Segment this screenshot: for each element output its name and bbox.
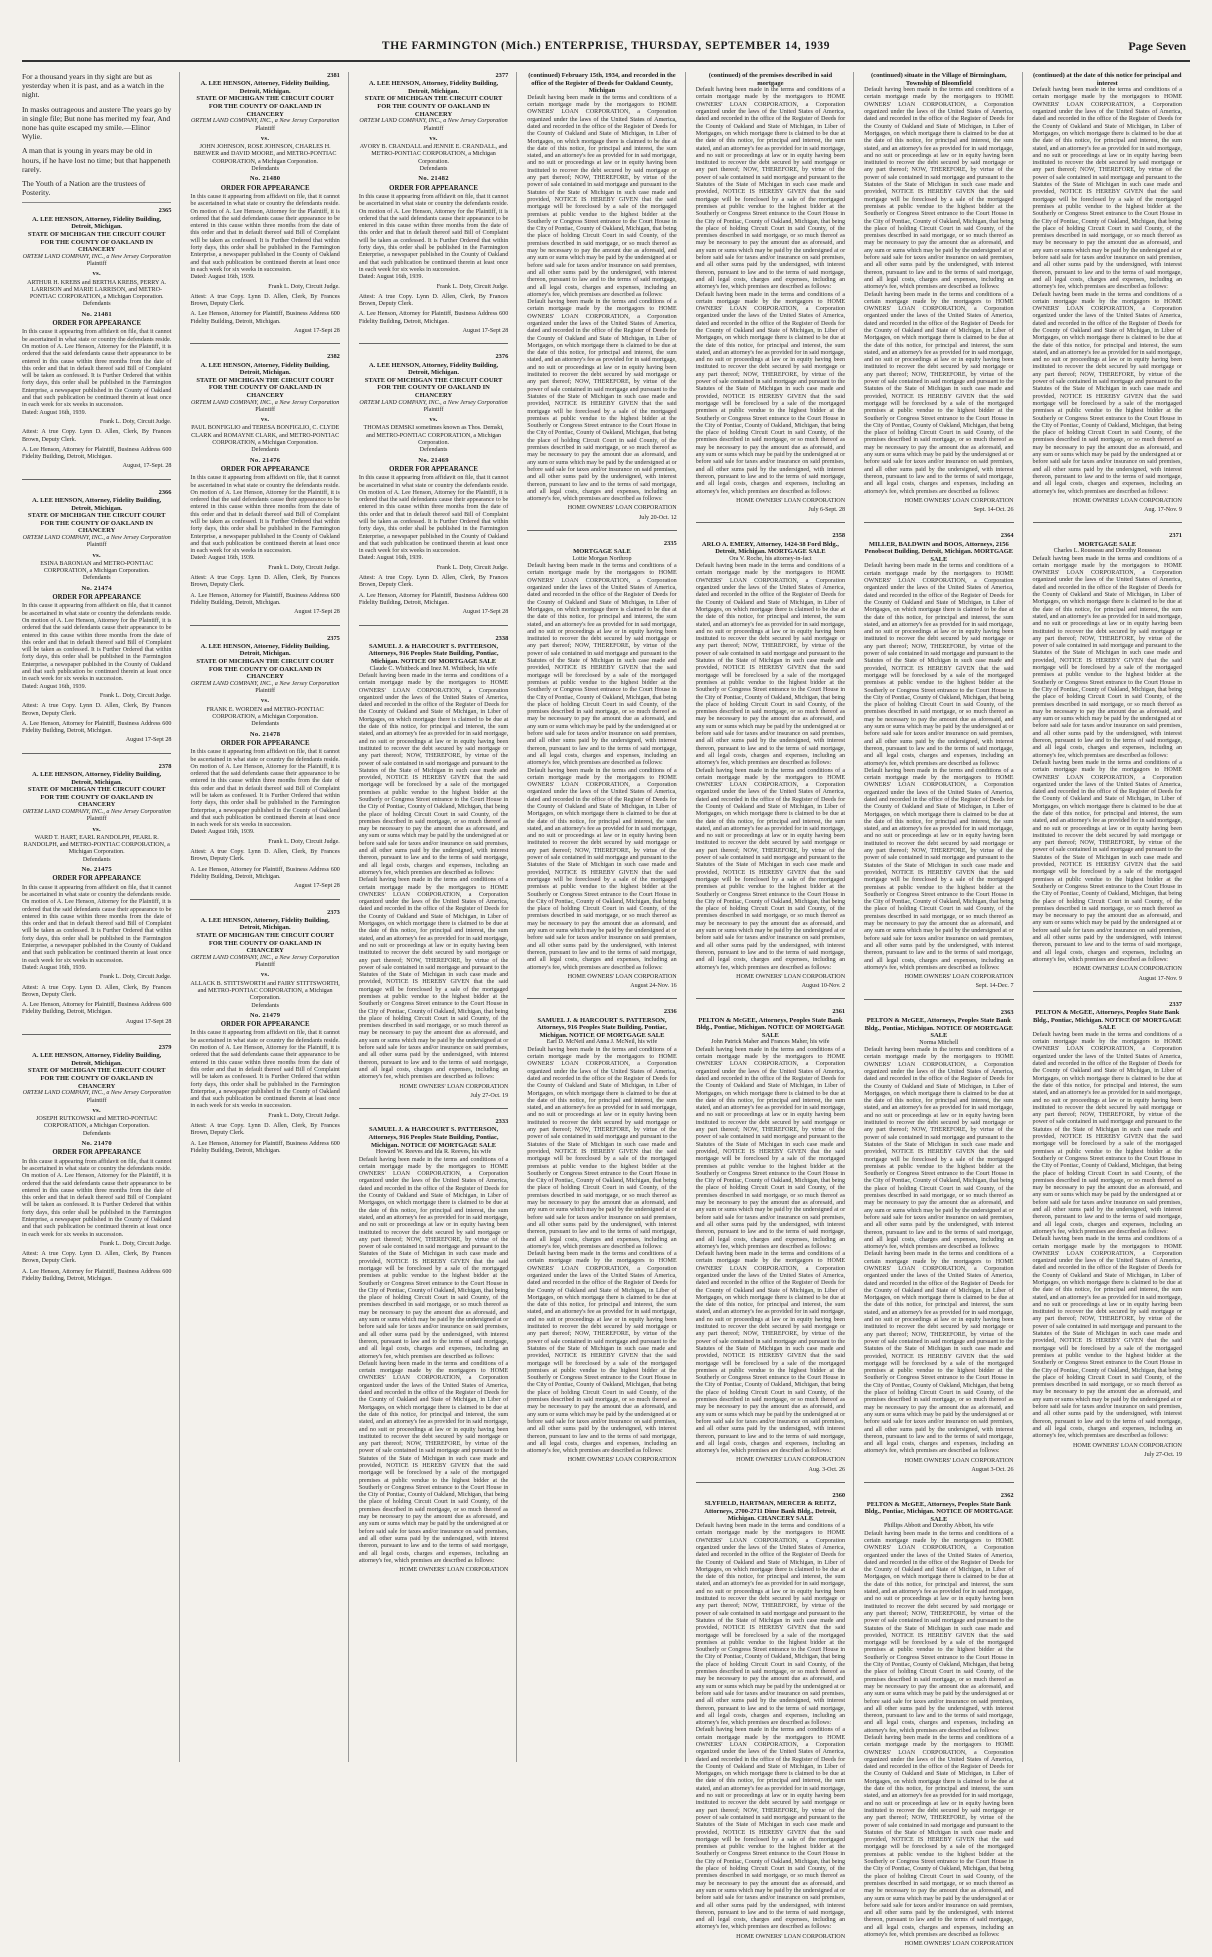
order-heading: ORDER FOR APPEARANCE [52, 875, 142, 883]
dated: Dated: August 16th, 1939. [190, 274, 255, 281]
case-number: No. 21480 [249, 175, 281, 183]
mortgagee: HOME OWNERS' LOAN CORPORATION [1073, 966, 1182, 973]
legal-notice [359, 72, 508, 344]
notice-body: In this cause it appearing from affidavit on file, that it cannot be ascertained in what state or country the defendants reside. On motion of A. Lee Henson, Attorney for the Plaintiff, it is ordered that the said defendants cause their appearance to be entered in this cause within three months from the date of this order and that in default thereof said Bill of Complaint will be taken as confessed. It is Further Ordered that within forty days, this order shall be published in the Farmington Enterprise, a newspaper published in the County of Oakland and that such publication be continued therein at least once in each week for six weeks in succession. [190, 475, 340, 555]
quote-block [22, 72, 171, 197]
publication-dates: August 24-Nov. 16 [630, 983, 677, 990]
legal-notice [22, 1044, 171, 1289]
notice-body: In this cause it appearing from affidavit on file, that it cannot be ascertained in what state or country the defendants reside. On motion of A. Lee Henson, Attorney for the Plaintiff, it is ordered that the said defendants cause their appearance to be entered in this cause within three months from the date of this order and that in default thereof said Bill of Complaint will be taken as confessed. It is Further Ordered that within forty days, this order shall be published in the Farmington Enterprise, a newspaper published in the County of Oakland and that such publication be continued therein at least once in each week for six weeks in succession. [190, 193, 340, 273]
versus: vs. [429, 134, 438, 142]
mortgage-body: Default having been made in the terms and conditions of a certain mortgage made by the mortgagors to HOME OWNERS' LOAN CORPORATION, a Corporation organized under the laws of the United States of America, dated and recorded in the office of the Register of Deeds for the County of Oakland and State of Michigan, in Liber of Mortgages, on which mortgage there is claimed to be due at the date of this notice, for principal and interest, the sum stated, and an attorney's fee as provided for in said mortgage, and no suit or proceedings at law or in equity having been instituted to recover the debt secured by said mortgage or any part thereof; NOW, THEREFORE, by virtue of the power of sale contained in said mortgage and pursuant to the Statutes of the State of Michigan in such case made and provided, NOTICE IS HEREBY GIVEN that the said mortgage will be foreclosed by a sale of the mortgaged premises at public vendue to the highest bidder at the Southerly or Congress Street entrance to the Court House in the City of Pontiac, County of Oakland, Michigan, that being the place of holding Circuit Court in said County, of the premises described in said mortgage, or so much thereof as may be necessary to pay the amount due as aforesaid, and any sum or sums which may be paid by the undersigned at or before said sale for taxes and/or insurance on said premises, and all other sums paid by the undersigned, with interest thereon, pursuant to law and to the terms of said mortgage, and all legal costs, charges and expenses, including an attorney's fee, which premises are described as follows: [864, 1047, 1014, 1251]
dated: Dated: August 16th, 1939. [22, 683, 87, 690]
notice-number: 2365 [158, 207, 172, 215]
mortgage-body-cont: Default having been made in the terms and conditions of a certain mortgage made by the mortgagors to HOME OWNERS' LOAN CORPORATION, a Corporation organized under the laws of the United States of America, dated and recorded in the office of the Register of Deeds for the County of Oakland and State of Michigan, in Liber of Mortgages, on which mortgage there is claimed to be due at the date of this notice, for principal and interest, the sum stated, and an attorney's fee as provided for in said mortgage, and no suit or proceedings at law or in equity having been instituted to recover the debt secured by said mortgage or any part thereof; NOW, THEREFORE, by virtue of the power of sale contained in said mortgage and pursuant to the Statutes of the State of Michigan in such case made and provided, NOTICE IS HEREBY GIVEN that the said mortgage will be foreclosed by a sale of the mortgaged premises at public vendue to the highest bidder at the Southerly or Congress Street entrance to the Court House in the City of Pontiac, County of Oakland, Michigan, that being the place of holding Circuit Court in said County, of the premises described in said mortgage, or so much thereof as may be necessary to pay the amount due as aforesaid, and any sum or sums which may be paid by the undersigned at or before said sale for taxes and/or insurance on said premises, and all other sums paid by the undersigned, with interest thereon, pursuant to law and to the terms of said mortgage, and all legal costs, charges and expenses, including an attorney's fee, which premises are described as follows: [527, 1251, 677, 1455]
legal-notice [359, 635, 508, 1110]
plaintiff: ORTEM LAND COMPANY, INC., a New Jersey Corporation [359, 118, 508, 125]
publication-dates: Aug. 17-Nov. 9 [1144, 507, 1182, 514]
notice-number: 2366 [158, 488, 172, 496]
mortgagee: HOME OWNERS' LOAN CORPORATION [567, 973, 677, 980]
mortgage-body: Default having been made in the terms and conditions of a certain mortgage made by the mortgagors to HOME OWNERS' LOAN CORPORATION, a Corporation organized under the laws of the United States of America, dated and recorded in the office of the Register of Deeds for the County of Oakland and State of Michigan, in Liber of Mortgages, on which mortgage there is claimed to be due at the date of this notice, for principal and interest, the sum stated, and an attorney's fee as provided for in said mortgage, and no suit or proceedings at law or in equity having been instituted to recover the debt secured by said mortgage or any part thereof; NOW, THEREFORE, by virtue of the power of sale contained in said mortgage and pursuant to the Statutes of the State of Michigan in such case made and provided, NOTICE IS HEREBY GIVEN that the said mortgage will be foreclosed by a sale of the mortgaged premises at public vendue to the highest bidder at the Southerly or Congress Street entrance to the Court House in the City of Pontiac, County of Oakland, Michigan, that being the place of holding Circuit Court in said County, of the premises described in said mortgage, or so much thereof as may be necessary to pay the amount due as aforesaid, and any sum or sums which may be paid by the undersigned at or before said sale for taxes and/or insurance on said premises, and all other sums paid by the undersigned, with interest thereon, pursuant to law and to the terms of said mortgage, and all legal costs, charges and expenses, including an attorney's fee, which premises are described as follows: [695, 1523, 846, 1727]
dated: Dated: August 16th, 1939. [190, 555, 255, 562]
defendants: AVORY B. CRANDALL and JENNIE E. CRANDALL, and METRO-PONTIAC CORPORATION, a Michigan Corporation. [359, 144, 508, 165]
plaintiff-label: Plaintiff [255, 125, 276, 132]
notice-body: In this cause it appearing from affidavit on file, that it cannot be ascertained in what state or country the defendants reside. On motion of A. Lee Henson, Attorney for the Plaintiff, it is ordered that the said defendants cause their appearance to be entered in this cause within three months from the date of this order and that in default thereof said Bill of Complaint will be taken as confessed. It is Further Ordered that within forty days, this order shall be published in the Farmington Enterprise, a newspaper published in the County of Oakland and that such publication be continued therein at least once in each week for six weeks in succession. [358, 193, 509, 273]
judge-signature: Frank L. Doty, Circuit Judge. [436, 564, 509, 571]
notice-number: 2360 [832, 1492, 846, 1499]
legal-notice [864, 532, 1013, 999]
plaintiff: ORTEM LAND COMPANY, INC., a New Jersey Corporation [22, 1090, 171, 1097]
notice-body: In this cause it appearing from affidavit on file, that it cannot be ascertained in what state or country the defendants reside. On motion of A. Lee Henson, Attorney for the Plaintiff, it is ordered that the said defendants cause their appearance to be entered in this cause within three months from the date of this order and that in default thereof said Bill of Complaint will be taken as confessed. It is Further Ordered that within forty days, this order shall be published in the Farmington Enterprise, a newspaper published in the County of Oakland and that such publication be continued therein at least once in each week for six weeks in succession. [22, 1158, 172, 1238]
mortgage-heading: PELTON & McGEE, Attorneys, Peoples State Bank Bldg., Pontiac, Michigan. NOTICE OF MORTGAGE SALE [696, 1016, 845, 1039]
attorney-address: A. Lee Henson, Attorney for Plaintiff, Business Address 600 Fidelity Building, Detroit, Michigan. [190, 592, 340, 606]
attest: Attest: A true Copy. Lynn D. Allen, Clerk, By Frances Brown, Deputy Clerk. [358, 575, 509, 589]
mortgagee: HOME OWNERS' LOAN CORPORATION [399, 1083, 509, 1090]
masthead [22, 34, 1190, 62]
legal-notice [1033, 532, 1182, 991]
dated: Dated: August 16th, 1939. [22, 409, 87, 416]
quote-4: The Youth of a Nation are the trustees of Posterity. [22, 179, 146, 198]
notice-body: In this cause it appearing from affidavit on file, that it cannot be ascertained in what state or country the defendants reside. On motion of A. Lee Henson, Attorney for the Plaintiff, it is ordered that the said defendants cause their appearance to be entered in this cause within three months from the date of this order and that in default thereof said Bill of Complaint will be taken as confessed. It is Further Ordered that within forty days, this order shall be published in the Farmington Enterprise, a newspaper published in the County of Oakland and that such publication be continued therein at least once in each week for six weeks in succession. [190, 1030, 340, 1110]
dated: Dated: August 16th, 1939. [358, 274, 423, 281]
defendants-label: Defendants [419, 447, 448, 454]
notice-number: 2377 [495, 72, 509, 79]
mortgage-body: Default having been made in the terms and conditions of a certain mortgage made by the mortgagors to HOME OWNERS' LOAN CORPORATION, a Corporation organized under the laws of the United States of America, dated and recorded in the office of the Register of Deeds for the County of Oakland and State of Michigan, in Liber of Mortgages, on which mortgage there is claimed to be due at the date of this notice, for principal and interest, the sum stated, and an attorney's fee as provided for in said mortgage, and no suit or proceedings at law or in equity having been instituted to recover the debt secured by said mortgage or any part thereof; NOW, THEREFORE, by virtue of the power of sale contained in said mortgage and pursuant to the Statutes of the State of Michigan in such case made and provided, NOTICE IS HEREBY GIVEN that the said mortgage will be foreclosed by a sale of the mortgaged premises at public vendue to the highest bidder at the Southerly or Congress Street entrance to the Court House in the City of Pontiac, County of Oakland, Michigan, that being the place of holding Circuit Court in said County, of the premises described in said mortgage, or so much thereof as may be necessary to pay the amount due as aforesaid, and any sum or sums which may be paid by the undersigned at or before said sale for taxes and/or insurance on said premises, and all other sums paid by the undersigned, with interest thereon, pursuant to law and to the terms of said mortgage, and all legal costs, charges and expenses, including an attorney's fee, which premises are described as follows: [358, 672, 509, 876]
legal-notice [527, 72, 676, 531]
notice-number: 2375 [327, 634, 340, 642]
plaintiff-label: Plaintiff [86, 261, 107, 267]
publication-dates: August, 17-Sept. 28 [122, 463, 172, 470]
defendants-label: Defendants [251, 166, 279, 173]
defendants: PAUL BONFIGLIO and TERESA BONFIGLIO, C. CLYDE CLARK and ROMAYNE CLARK, and METRO-PONTIAC CORPORATION, a Michigan Corporation. [191, 425, 340, 447]
court-heading: STATE OF MICHIGAN THE CIRCUIT COURT FOR THE COUNTY OF OAKLAND IN CHANCERY [196, 932, 334, 955]
column-1 [22, 72, 180, 1762]
mortgage-body-cont: Default having been made in the terms and conditions of a certain mortgage made by the mortgagors to HOME OWNERS' LOAN CORPORATION, a Corporation organized under the laws of the United States of America, dated and recorded in the office of the Register of Deeds for the County of Oakland and State of Michigan, in Liber of Mortgages, on which mortgage there is claimed to be due at the date of this notice, for principal and interest, the sum stated, and an attorney's fee as provided for in said mortgage, and no suit or proceedings at law or in equity having been instituted to recover the debt secured by said mortgage or any part thereof; NOW, THEREFORE, by virtue of the power of sale contained in said mortgage and pursuant to the Statutes of the State of Michigan in such case made and provided, NOTICE IS HEREBY GIVEN that the said mortgage will be foreclosed by a sale of the mortgaged premises at public vendue to the highest bidder at the Southerly or Congress Street entrance to the Court House in the City of Pontiac, County of Oakland, Michigan, that being the place of holding Circuit Court in said County, of the premises described in said mortgage, or so much thereof as may be necessary to pay the amount due as aforesaid, and any sum or sums which may be paid by the undersigned at or before said sale for taxes and/or insurance on said premises, and all other sums paid by the undersigned, with interest thereon, pursuant to law and to the terms of said mortgage, and all legal costs, charges and expenses, including an attorney's fee, which premises are described as follows: [864, 291, 1014, 495]
mortgage-heading: (continued) at the date of this notice for principal and interest [1033, 72, 1182, 87]
mortgagee: HOME OWNERS' LOAN CORPORATION [904, 1941, 1014, 1948]
defendants-label: Defendants [82, 575, 111, 582]
case-number: No. 21478 [249, 730, 281, 738]
defendants: JOSEPH RUTKOWSKI and METRO-PONTIAC CORPORATION, a Michigan Corporation. [36, 1116, 158, 1130]
mortgage-body-cont: Default having been made in the terms and conditions of a certain mortgage made by the mortgagors to HOME OWNERS' LOAN CORPORATION, a Corporation organized under the laws of the United States of America, dated and recorded in the office of the Register of Deeds for the County of Oakland and State of Michigan, in Liber of Mortgages, on which mortgage there is claimed to be due at the date of this notice, for principal and interest, the sum stated, and an attorney's fee as provided for in said mortgage, and no suit or proceedings at law or in equity having been instituted to recover the debt secured by said mortgage or any part thereof; NOW, THEREFORE, by virtue of the power of sale contained in said mortgage and pursuant to the Statutes of the State of Michigan in such case made and provided, NOTICE IS HEREBY GIVEN that the said mortgage will be foreclosed by a sale of the mortgaged premises at public vendue to the highest bidder at the Southerly or Congress Street entrance to the Court House in the City of Pontiac, County of Oakland, Michigan, that being the place of holding Circuit Court in said County, of the premises described in said mortgage, or so much thereof as may be necessary to pay the amount due as aforesaid, and any sum or sums which may be paid by the undersigned at or before said sale for taxes and/or insurance on said premises, and all other sums paid by the undersigned, with interest thereon, pursuant to law and to the terms of said mortgage, and all legal costs, charges and expenses, including an attorney's fee, which premises are described as follows: [695, 1251, 846, 1455]
column-3 [359, 72, 517, 1762]
notice-number: 2363 [1000, 1008, 1014, 1016]
attorney-heading: A. LEE HENSON, Attorney, Fidelity Building, Detroit, Michigan. [32, 771, 162, 786]
legal-notice [527, 1008, 676, 1472]
notice-body: In this cause it appearing from affidavit on file, that it cannot be ascertained in what state or country the defendants reside. On motion of A. Lee Henson, Attorney for the Plaintiff, it is ordered that the said defendants cause their appearance to be entered in this cause within three months from the date of this order and that in default thereof said Bill of Complaint will be taken as confessed. It is Further Ordered that within forty days, this order shall be published in the Farmington Enterprise, a newspaper published in the County of Oakland and that such publication be continued therein at least once in each week for six weeks in succession. [22, 329, 172, 409]
order-heading: ORDER FOR APPEARANCE [220, 184, 310, 192]
column-6 [864, 72, 1022, 1948]
publication-dates: August 3-Oct. 26 [971, 1467, 1014, 1473]
attest: Attest: A true Copy. Lynn D. Allen, Clerk, By Frances Brown, Deputy Clerk. [22, 1251, 172, 1265]
legal-notice [190, 635, 339, 900]
mortgage-body: Default having been made in the terms and conditions of a certain mortgage made by the mortgagors to HOME OWNERS' LOAN CORPORATION, a Corporation organized under the laws of the United States of America, dated and recorded in the office of the Register of Deeds for the County of Oakland and State of Michigan, in Liber of Mortgages, on which mortgage there is claimed to be due at the date of this notice, for principal and interest, the sum stated, and an attorney's fee as provided for in said mortgage, and no suit or proceedings at law or in equity having been instituted to recover the debt secured by said mortgage or any part thereof; NOW, THEREFORE, by virtue of the power of sale contained in said mortgage and pursuant to the Statutes of the State of Michigan in such case made and provided, NOTICE IS HEREBY GIVEN that the said mortgage will be foreclosed by a sale of the mortgaged premises at public vendue to the highest bidder at the Southerly or Congress Street entrance to the Court House in the City of Pontiac, County of Oakland, Michigan, that being the place of holding Circuit Court in said County, of the premises described in said mortgage, or so much thereof as may be necessary to pay the amount due as aforesaid, and any sum or sums which may be paid by the undersigned at or before said sale for taxes and/or insurance on said premises, and all other sums paid by the undersigned, with interest thereon, pursuant to law and to the terms of said mortgage, and all legal costs, charges and expenses, including an attorney's fee, which premises are described as follows: [695, 563, 846, 767]
judge-signature: Frank L. Doty, Circuit Judge. [268, 1112, 340, 1119]
mortgage-heading: PELTON & McGEE, Attorneys, Peoples State Bank Bldg., Pontiac, Michigan. NOTICE OF MORTGAGE SALE [864, 1500, 1014, 1523]
attorney-address: A. Lee Henson, Attorney for Plaintiff, Business Address 600 Fidelity Building, Detroit, Michigan. [190, 866, 340, 880]
attorney-address: A. Lee Henson, Attorney for Plaintiff, Business Address 600 Fidelity Building, Detroit, Michigan. [190, 311, 340, 325]
case-number: No. 21481 [81, 310, 112, 318]
case-number: No. 21470 [81, 1140, 112, 1148]
legal-notice [22, 207, 171, 479]
mortgage-body-cont: Default having been made in the terms and conditions of a certain mortgage made by the mortgagors to HOME OWNERS' LOAN CORPORATION, a Corporation organized under the laws of the United States of America, dated and recorded in the office of the Register of Deeds for the County of Oakland and State of Michigan, in Liber of Mortgages, on which mortgage there is claimed to be due at the date of this notice, for principal and interest, the sum stated, and an attorney's fee as provided for in said mortgage, and no suit or proceedings at law or in equity having been instituted to recover the debt secured by said mortgage or any part thereof; NOW, THEREFORE, by virtue of the power of sale contained in said mortgage and pursuant to the Statutes of the State of Michigan in such case made and provided, NOTICE IS HEREBY GIVEN that the said mortgage will be foreclosed by a sale of the mortgaged premises at public vendue to the highest bidder at the Southerly or Congress Street entrance to the Court House in the City of Pontiac, County of Oakland, Michigan, that being the place of holding Circuit Court in said County, of the premises described in said mortgage, or so much thereof as may be necessary to pay the amount due as aforesaid, and any sum or sums which may be paid by the undersigned at or before said sale for taxes and/or insurance on said premises, and all other sums paid by the undersigned, with interest thereon, pursuant to law and to the terms of said mortgage, and all legal costs, charges and expenses, including an attorney's fee, which premises are described as follows: [864, 1734, 1014, 1938]
mortgage-body: Default having been made in the terms and conditions of a certain mortgage made by the mortgagors to HOME OWNERS' LOAN CORPORATION, a Corporation organized under the laws of the United States of America, dated and recorded in the office of the Register of Deeds for the County of Oakland and State of Michigan, in Liber of Mortgages, on which mortgage there is claimed to be due at the date of this notice, for principal and interest, the sum stated, and an attorney's fee as provided for in said mortgage, and no suit or proceedings at law or in equity having been instituted to recover the debt secured by said mortgage or any part thereof; NOW, THEREFORE, by virtue of the power of sale contained in said mortgage and pursuant to the Statutes of the State of Michigan in such case made and provided, NOTICE IS HEREBY GIVEN that the said mortgage will be foreclosed by a sale of the mortgaged premises at public vendue to the highest bidder at the Southerly or Congress Street entrance to the Court House in the City of Pontiac, County of Oakland, Michigan, that being the place of holding Circuit Court in said County, of the premises described in said mortgage, or so much thereof as may be necessary to pay the amount due as aforesaid, and any sum or sums which may be paid by the undersigned at or before said sale for taxes and/or insurance on said premises, and all other sums paid by the undersigned, with interest thereon, pursuant to law and to the terms of said mortgage, and all legal costs, charges and expenses, including an attorney's fee, which premises are described as follows: [527, 94, 677, 298]
court-heading: STATE OF MICHIGAN THE CIRCUIT COURT FOR THE COUNTY OF OAKLAND IN CHANCERY [196, 95, 334, 118]
mortgage-body-cont: Default having been made in the terms and conditions of a certain mortgage made by the mortgagors to HOME OWNERS' LOAN CORPORATION, a Corporation organized under the laws of the United States of America, dated and recorded in the office of the Register of Deeds for the County of Oakland and State of Michigan, in Liber of Mortgages, on which mortgage there is claimed to be due at the date of this notice, for principal and interest, the sum stated, and an attorney's fee as provided for in said mortgage, and no suit or proceedings at law or in equity having been instituted to recover the debt secured by said mortgage or any part thereof; NOW, THEREFORE, by virtue of the power of sale contained in said mortgage and pursuant to the Statutes of the State of Michigan in such case made and provided, NOTICE IS HEREBY GIVEN that the said mortgage will be foreclosed by a sale of the mortgaged premises at public vendue to the highest bidder at the Southerly or Congress Street entrance to the Court House in the City of Pontiac, County of Oakland, Michigan, that being the place of holding Circuit Court in said County, of the premises described in said mortgage, or so much thereof as may be necessary to pay the amount due as aforesaid, and any sum or sums which may be paid by the undersigned at or before said sale for taxes and/or insurance on said premises, and all other sums paid by the undersigned, with interest thereon, pursuant to law and to the terms of said mortgage, and all legal costs, charges and expenses, including an attorney's fee, which premises are described as follows: [527, 299, 677, 503]
notice-body: In this cause it appearing from affidavit on file, that it cannot be ascertained in what state or country the defendants reside. On motion of A. Lee Henson, Attorney for the Plaintiff, it is ordered that the said defendants cause their appearance to be entered in this cause within three months from the date of this order and that in default thereof said Bill of Complaint will be taken as confessed. It is Further Ordered that within forty days, this order shall be published in the Farmington Enterprise, a newspaper published in the County of Oakland and that such publication be continued therein at least once in each week for six weeks in succession. [190, 749, 340, 829]
attorney-heading: A. LEE HENSON, Attorney, Fidelity Building, Detroit, Michigan. [32, 215, 162, 231]
notice-number: 2376 [495, 353, 509, 361]
plaintiff: ORTEM LAND COMPANY, INC., a New Jersey Corporation [22, 534, 171, 541]
mortgage-body-cont: Default having been made in the terms and conditions of a certain mortgage made by the mortgagors to HOME OWNERS' LOAN CORPORATION, a Corporation organized under the laws of the United States of America, dated and recorded in the office of the Register of Deeds for the County of Oakland and State of Michigan, in Liber of Mortgages, on which mortgage there is claimed to be due at the date of this notice, for principal and interest, the sum stated, and an attorney's fee as provided for in said mortgage, and no suit or proceedings at law or in equity having been instituted to recover the debt secured by said mortgage or any part thereof; NOW, THEREFORE, by virtue of the power of sale contained in said mortgage and pursuant to the Statutes of the State of Michigan in such case made and provided, NOTICE IS HEREBY GIVEN that the said mortgage will be foreclosed by a sale of the mortgaged premises at public vendue to the highest bidder at the Southerly or Congress Street entrance to the Court House in the City of Pontiac, County of Oakland, Michigan, that being the place of holding Circuit Court in said County, of the premises described in said mortgage, or so much thereof as may be necessary to pay the amount due as aforesaid, and any sum or sums which may be paid by the undersigned at or before said sale for taxes and/or insurance on said premises, and all other sums paid by the undersigned, with interest thereon, pursuant to law and to the terms of said mortgage, and all legal costs, charges and expenses, including an attorney's fee, which premises are described as follows: [864, 767, 1014, 971]
attorney-address: A. Lee Henson, Attorney for Plaintiff, Business Address 600 Fidelity Building, Detroit, Michigan. [358, 592, 509, 606]
defendants-label: Defendants [419, 166, 448, 173]
notice-number: 2378 [158, 762, 172, 770]
mortgage-body-cont: Default having been made in the terms and conditions of a certain mortgage made by the mortgagors to HOME OWNERS' LOAN CORPORATION, a Corporation organized under the laws of the United States of America, dated and recorded in the office of the Register of Deeds for the County of Oakland and State of Michigan, in Liber of Mortgages, on which mortgage there is claimed to be due at the date of this notice, for principal and interest, the sum stated, and an attorney's fee as provided for in said mortgage, and no suit or proceedings at law or in equity having been instituted to recover the debt secured by said mortgage or any part thereof; NOW, THEREFORE, by virtue of the power of sale contained in said mortgage and pursuant to the Statutes of the State of Michigan in such case made and provided, NOTICE IS HEREBY GIVEN that the said mortgage will be foreclosed by a sale of the mortgaged premises at public vendue to the highest bidder at the Southerly or Congress Street entrance to the Court House in the City of Pontiac, County of Oakland, Michigan, that being the place of holding Circuit Court in said County, of the premises described in said mortgage, or so much thereof as may be necessary to pay the amount due as aforesaid, and any sum or sums which may be paid by the undersigned at or before said sale for taxes and/or insurance on said premises, and all other sums paid by the undersigned, with interest thereon, pursuant to law and to the terms of said mortgage, and all legal costs, charges and expenses, including an attorney's fee, which premises are described as follows: [358, 877, 509, 1081]
defendants-label: Defendants [82, 1130, 111, 1137]
attorney-heading: A. LEE HENSON, Attorney, Fidelity Building, Detroit, Michigan. [32, 1052, 162, 1067]
mortgagee: HOME OWNERS' LOAN CORPORATION [904, 1457, 1014, 1464]
mortgagee: HOME OWNERS' LOAN CORPORATION [736, 1457, 846, 1464]
legal-notice [864, 1492, 1013, 1956]
versus: vs. [260, 416, 270, 424]
mortgage-body-cont: Default having been made in the terms and conditions of a certain mortgage made by the mortgagors to HOME OWNERS' LOAN CORPORATION, a Corporation organized under the laws of the United States of America, dated and recorded in the office of the Register of Deeds for the County of Oakland and State of Michigan, in Liber of Mortgages, on which mortgage there is claimed to be due at the date of this notice, for principal and interest, the sum stated, and an attorney's fee as provided for in said mortgage, and no suit or proceedings at law or in equity having been instituted to recover the debt secured by said mortgage or any part thereof; NOW, THEREFORE, by virtue of the power of sale contained in said mortgage and pursuant to the Statutes of the State of Michigan in such case made and provided, NOTICE IS HEREBY GIVEN that the said mortgage will be foreclosed by a sale of the mortgaged premises at public vendue to the highest bidder at the Southerly or Congress Street entrance to the Court House in the City of Pontiac, County of Oakland, Michigan, that being the place of holding Circuit Court in said County, of the premises described in said mortgage, or so much thereof as may be necessary to pay the amount due as aforesaid, and any sum or sums which may be paid by the undersigned at or before said sale for taxes and/or insurance on said premises, and all other sums paid by the undersigned, with interest thereon, pursuant to law and to the terms of said mortgage, and all legal costs, charges and expenses, including an attorney's fee, which premises are described as follows: [1032, 1236, 1182, 1440]
mortgage-body: Default having been made in the terms and conditions of a certain mortgage made by the mortgagors to HOME OWNERS' LOAN CORPORATION, a Corporation organized under the laws of the United States of America, dated and recorded in the office of the Register of Deeds for the County of Oakland and State of Michigan, in Liber of Mortgages, on which mortgage there is claimed to be due at the date of this notice, for principal and interest, the sum stated, and an attorney's fee as provided for in said mortgage, and no suit or proceedings at law or in equity having been instituted to recover the debt secured by said mortgage or any part thereof; NOW, THEREFORE, by virtue of the power of sale contained in said mortgage and pursuant to the Statutes of the State of Michigan in such case made and provided, NOTICE IS HEREBY GIVEN that the said mortgage will be foreclosed by a sale of the mortgaged premises at public vendue to the highest bidder at the Southerly or Congress Street entrance to the Court House in the City of Pontiac, County of Oakland, Michigan, that being the place of holding Circuit Court in said County, of the premises described in said mortgage, or so much thereof as may be necessary to pay the amount due as aforesaid, and any sum or sums which may be paid by the undersigned at or before said sale for taxes and/or insurance on said premises, and all other sums paid by the undersigned, with interest thereon, pursuant to law and to the terms of said mortgage, and all legal costs, charges and expenses, including an attorney's fee, which premises are described as follows: [1032, 87, 1182, 291]
notice-number: 2358 [832, 532, 846, 540]
quote-1: For a thousand years in thy sight are but as yesterday when it is past, and as a watch in the night. [22, 72, 164, 100]
legal-notice [359, 1118, 508, 1582]
mortgagee: HOME OWNERS' LOAN CORPORATION [567, 1457, 677, 1464]
publication-dates: August 10-Nov. 2 [801, 983, 846, 990]
notice-body: In this cause it appearing from affidavit on file, that it cannot be ascertained in what state or country the defendants reside. On motion of A. Lee Henson, Attorney for the Plaintiff, it is ordered that the said defendants cause their appearance to be entered in this cause within three months from the date of this order and that in default thereof said Bill of Complaint will be taken as confessed. It is Further Ordered that within forty days, this order shall be published in the Farmington Enterprise, a newspaper published in the County of Oakland and that such publication be continued therein at least once in each week for six weeks in succession. [22, 603, 172, 683]
court-heading: STATE OF MICHIGAN THE CIRCUIT COURT FOR THE COUNTY OF OAKLAND IN CHANCERY [27, 230, 166, 254]
defendants-label: Defendants [251, 721, 279, 728]
plaintiff-label: Plaintiff [255, 688, 276, 695]
order-heading: ORDER FOR APPEARANCE [389, 465, 478, 473]
column-5 [695, 72, 854, 1940]
attorney-address: A. Lee Henson, Attorney for Plaintiff, Business Address 600 Fidelity Building, Detroit, Michigan. [22, 720, 172, 735]
legal-notice [22, 489, 171, 754]
plaintiff: ORTEM LAND COMPANY, INC., a New Jersey Corporation [359, 399, 508, 406]
attorney-address: A. Lee Henson, Attorney for Plaintiff, Business Address 600 Fidelity Building, Detroit, Michigan. [190, 1140, 340, 1154]
mortgagors: Phillips Abbott and Dorothy Abbott, his wife [884, 1523, 994, 1530]
dated: Dated: August 16th, 1939. [190, 829, 255, 836]
judge-signature: Frank L. Doty, Circuit Judge. [99, 692, 172, 699]
publication-dates: August 17-Sept 28 [294, 609, 340, 616]
case-number: No. 21474 [81, 584, 112, 592]
defendants: ALLACK B. STITTSWORTH and FAIRY STITTSWORTH, and METRO-PONTIAC CORPORATION, a Michigan Corporation. [190, 980, 340, 1002]
defendants: THOMAS DEMSKI sometimes known as Thos. Demski, and METRO-PONTIAC CORPORATION, a Michigan Corporation. [363, 425, 504, 447]
mortgagee: HOME OWNERS' LOAN CORPORATION [736, 973, 846, 980]
mortgage-heading: (continued) of the premises described in said mortgage [708, 72, 833, 87]
defendants-label: Defendants [82, 301, 111, 308]
mortgage-body: Default having been made in the terms and conditions of a certain mortgage made by the mortgagors to HOME OWNERS' LOAN CORPORATION, a Corporation organized under the laws of the United States of America, dated and recorded in the office of the Register of Deeds for the County of Oakland and State of Michigan, in Liber of Mortgages, on which mortgage there is claimed to be due at the date of this notice, for principal and interest, the sum stated, and an attorney's fee as provided for in said mortgage, and no suit or proceedings at law or in equity having been instituted to recover the debt secured by said mortgage or any part thereof; NOW, THEREFORE, by virtue of the power of sale contained in said mortgage and pursuant to the Statutes of the State of Michigan in such case made and provided, NOTICE IS HEREBY GIVEN that the said mortgage will be foreclosed by a sale of the mortgaged premises at public vendue to the highest bidder at the Southerly or Congress Street entrance to the Court House in the City of Pontiac, County of Oakland, Michigan, that being the place of holding Circuit Court in said County, of the premises described in said mortgage, or so much thereof as may be necessary to pay the amount due as aforesaid, and any sum or sums which may be paid by the undersigned at or before said sale for taxes and/or insurance on said premises, and all other sums paid by the undersigned, with interest thereon, pursuant to law and to the terms of said mortgage, and all legal costs, charges and expenses, including an attorney's fee, which premises are described as follows: [695, 87, 846, 291]
legal-notice [696, 532, 845, 999]
legal-notice [527, 540, 676, 999]
versus: vs. [92, 825, 101, 833]
publication-dates: August 17-Sept 28 [462, 327, 509, 334]
mortgage-heading: (continued) situate in the Village of Birmingham, Township of Bloomfield [871, 72, 1007, 87]
versus: vs. [260, 134, 270, 142]
judge-signature: Frank L. Doty, Circuit Judge. [99, 1240, 172, 1247]
publication-dates: Sept. 14-Oct. 26 [973, 507, 1014, 514]
plaintiff: ORTEM LAND COMPANY, INC., a New Jersey Corporation [22, 808, 171, 815]
mortgage-body: Default having been made in the terms and conditions of a certain mortgage made by the mortgagors to HOME OWNERS' LOAN CORPORATION, a Corporation organized under the laws of the United States of America, dated and recorded in the office of the Register of Deeds for the County of Oakland and State of Michigan, in Liber of Mortgages, on which mortgage there is claimed to be due at the date of this notice, for principal and interest, the sum stated, and an attorney's fee as provided for in said mortgage, and no suit or proceedings at law or in equity having been instituted to recover the debt secured by said mortgage or any part thereof; NOW, THEREFORE, by virtue of the power of sale contained in said mortgage and pursuant to the Statutes of the State of Michigan in such case made and provided, NOTICE IS HEREBY GIVEN that the said mortgage will be foreclosed by a sale of the mortgaged premises at public vendue to the highest bidder at the Southerly or Congress Street entrance to the Court House in the City of Pontiac, County of Oakland, Michigan, that being the place of holding Circuit Court in said County, of the premises described in said mortgage, or so much thereof as may be necessary to pay the amount due as aforesaid, and any sum or sums which may be paid by the undersigned at or before said sale for taxes and/or insurance on said premises, and all other sums paid by the undersigned, with interest thereon, pursuant to law and to the terms of said mortgage, and all legal costs, charges and expenses, including an attorney's fee, which premises are described as follows: [527, 563, 677, 767]
order-heading: ORDER FOR APPEARANCE [389, 184, 478, 192]
column-2 [190, 72, 348, 1762]
notice-number: 2364 [1000, 532, 1014, 540]
mortgage-body-cont: Default having been made in the terms and conditions of a certain mortgage made by the mortgagors to HOME OWNERS' LOAN CORPORATION, a Corporation organized under the laws of the United States of America, dated and recorded in the office of the Register of Deeds for the County of Oakland and State of Michigan, in Liber of Mortgages, on which mortgage there is claimed to be due at the date of this notice, for principal and interest, the sum stated, and an attorney's fee as provided for in said mortgage, and no suit or proceedings at law or in equity having been instituted to recover the debt secured by said mortgage or any part thereof; NOW, THEREFORE, by virtue of the power of sale contained in said mortgage and pursuant to the Statutes of the State of Michigan in such case made and provided, NOTICE IS HEREBY GIVEN that the said mortgage will be foreclosed by a sale of the mortgaged premises at public vendue to the highest bidder at the Southerly or Congress Street entrance to the Court House in the City of Pontiac, County of Oakland, Michigan, that being the place of holding Circuit Court in said County, of the premises described in said mortgage, or so much thereof as may be necessary to pay the amount due as aforesaid, and any sum or sums which may be paid by the undersigned at or before said sale for taxes and/or insurance on said premises, and all other sums paid by the undersigned, with interest thereon, pursuant to law and to the terms of said mortgage, and all legal costs, charges and expenses, including an attorney's fee, which premises are described as follows: [1032, 291, 1182, 495]
order-heading: ORDER FOR APPEARANCE [52, 1149, 142, 1157]
attorney-heading: A. LEE HENSON, Attorney, Fidelity Building, Detroit, Michigan. [32, 497, 162, 512]
mortgage-body-cont: Default having been made in the terms and conditions of a certain mortgage made by the mortgagors to HOME OWNERS' LOAN CORPORATION, a Corporation organized under the laws of the United States of America, dated and recorded in the office of the Register of Deeds for the County of Oakland and State of Michigan, in Liber of Mortgages, on which mortgage there is claimed to be due at the date of this notice, for principal and interest, the sum stated, and an attorney's fee as provided for in said mortgage, and no suit or proceedings at law or in equity having been instituted to recover the debt secured by said mortgage or any part thereof; NOW, THEREFORE, by virtue of the power of sale contained in said mortgage and pursuant to the Statutes of the State of Michigan in such case made and provided, NOTICE IS HEREBY GIVEN that the said mortgage will be foreclosed by a sale of the mortgaged premises at public vendue to the highest bidder at the Southerly or Congress Street entrance to the Court House in the City of Pontiac, County of Oakland, Michigan, that being the place of holding Circuit Court in said County, of the premises described in said mortgage, or so much thereof as may be necessary to pay the amount due as aforesaid, and any sum or sums which may be paid by the undersigned at or before said sale for taxes and/or insurance on said premises, and all other sums paid by the undersigned, with interest thereon, pursuant to law and to the terms of said mortgage, and all legal costs, charges and expenses, including an attorney's fee, which premises are described as follows: [864, 1251, 1014, 1455]
attorney-address: A. Lee Henson, Attorney for Plaintiff, Business Address 600 Fidelity Building, Detroit, Michigan. [22, 1268, 172, 1283]
defendants: ARTHUR H. KREBS and BERTHA KREBS, PERRY A. LARRISON and MARIE LARRISON, and METRO-PONTIAC CORPORATION, a Michigan Corporation. [27, 279, 167, 301]
legal-notice [696, 72, 845, 523]
publication-dates: August 17-Sept 28 [462, 609, 509, 616]
publication-dates: August 17-Sept 28 [125, 1018, 172, 1025]
notice-number: 2335 [663, 540, 677, 547]
mortgagors: Lottie Morgan Northrop [572, 555, 632, 562]
mortgagors: Claude C. Whitbeck and Inez M. Whitbeck, his wife [369, 665, 498, 672]
legal-notice [696, 1008, 845, 1483]
publication-dates: August 17-Sept 28 [294, 327, 340, 334]
notice-number: 2379 [158, 1043, 172, 1051]
attorney-heading: A. LEE HENSON, Attorney, Fidelity Building, Detroit, Michigan. [200, 361, 330, 377]
plaintiff: ORTEM LAND COMPANY, INC., a New Jersey Corporation [22, 253, 171, 260]
publication-dates: August 17-Nov. 9 [1138, 975, 1182, 982]
versus: vs. [92, 270, 101, 278]
attest: Attest: A true Copy. Lynn D. Allen, Clerk, By Frances Brown, Deputy Clerk. [190, 575, 340, 589]
legal-notice [864, 72, 1013, 523]
attorney-address: A. Lee Henson, Attorney for Plaintiff, Business Address 600 Fidelity Building, Detroit, Michigan. [358, 311, 509, 325]
mortgagors: Charles L. Rousseau and Dorothy Rousseau [1053, 548, 1161, 555]
publication-dates: Sept. 14-Dec. 7 [975, 983, 1014, 990]
mortgage-body: Default having been made in the terms and conditions of a certain mortgage made by the mortgagors to HOME OWNERS' LOAN CORPORATION, a Corporation organized under the laws of the United States of America, dated and recorded in the office of the Register of Deeds for the County of Oakland and State of Michigan, in Liber of Mortgages, on which mortgage there is claimed to be due at the date of this notice, for principal and interest, the sum stated, and an attorney's fee as provided for in said mortgage, and no suit or proceedings at law or in equity having been instituted to recover the debt secured by said mortgage or any part thereof; NOW, THEREFORE, by virtue of the power of sale contained in said mortgage and pursuant to the Statutes of the State of Michigan in such case made and provided, NOTICE IS HEREBY GIVEN that the said mortgage will be foreclosed by a sale of the mortgaged premises at public vendue to the highest bidder at the Southerly or Congress Street entrance to the Court House in the City of Pontiac, County of Oakland, Michigan, that being the place of holding Circuit Court in said County, of the premises described in said mortgage, or so much thereof as may be necessary to pay the amount due as aforesaid, and any sum or sums which may be paid by the undersigned at or before said sale for taxes and/or insurance on said premises, and all other sums paid by the undersigned, with interest thereon, pursuant to law and to the terms of said mortgage, and all legal costs, charges and expenses, including an attorney's fee, which premises are described as follows: [358, 1156, 509, 1360]
mortgage-body: Default having been made in the terms and conditions of a certain mortgage made by the mortgagors to HOME OWNERS' LOAN CORPORATION, a Corporation organized under the laws of the United States of America, dated and recorded in the office of the Register of Deeds for the County of Oakland and State of Michigan, in Liber of Mortgages, on which mortgage there is claimed to be due at the date of this notice, for principal and interest, the sum stated, and an attorney's fee as provided for in said mortgage, and no suit or proceedings at law or in equity having been instituted to recover the debt secured by said mortgage or any part thereof; NOW, THEREFORE, by virtue of the power of sale contained in said mortgage and pursuant to the Statutes of the State of Michigan in such case made and provided, NOTICE IS HEREBY GIVEN that the said mortgage will be foreclosed by a sale of the mortgaged premises at public vendue to the highest bidder at the Southerly or Congress Street entrance to the Court House in the City of Pontiac, County of Oakland, Michigan, that being the place of holding Circuit Court in said County, of the premises described in said mortgage, or so much thereof as may be necessary to pay the amount due as aforesaid, and any sum or sums which may be paid by the undersigned at or before said sale for taxes and/or insurance on said premises, and all other sums paid by the undersigned, with interest thereon, pursuant to law and to the terms of said mortgage, and all legal costs, charges and expenses, including an attorney's fee, which premises are described as follows: [864, 1530, 1014, 1734]
mortgage-heading: SLYFIELD, HARTMAN, MERCER & REITZ, Attorneys, 2700-2711 Dime Bank Bldg., Detroit, Michigan. CHANCERY SALE [704, 1500, 837, 1523]
plaintiff: ORTEM LAND COMPANY, INC., a New Jersey Corporation [190, 954, 340, 961]
mortgage-body-cont: Default having been made in the terms and conditions of a certain mortgage made by the mortgagors to HOME OWNERS' LOAN CORPORATION, a Corporation organized under the laws of the United States of America, dated and recorded in the office of the Register of Deeds for the County of Oakland and State of Michigan, in Liber of Mortgages, on which mortgage there is claimed to be due at the date of this notice, for principal and interest, the sum stated, and an attorney's fee as provided for in said mortgage, and no suit or proceedings at law or in equity having been instituted to recover the debt secured by said mortgage or any part thereof; NOW, THEREFORE, by virtue of the power of sale contained in said mortgage and pursuant to the Statutes of the State of Michigan in such case made and provided, NOTICE IS HEREBY GIVEN that the said mortgage will be foreclosed by a sale of the mortgaged premises at public vendue to the highest bidder at the Southerly or Congress Street entrance to the Court House in the City of Pontiac, County of Oakland, Michigan, that being the place of holding Circuit Court in said County, of the premises described in said mortgage, or so much thereof as may be necessary to pay the amount due as aforesaid, and any sum or sums which may be paid by the undersigned at or before said sale for taxes and/or insurance on said premises, and all other sums paid by the undersigned, with interest thereon, pursuant to law and to the terms of said mortgage, and all legal costs, charges and expenses, including an attorney's fee, which premises are described as follows: [695, 291, 846, 495]
order-heading: ORDER FOR APPEARANCE [52, 320, 142, 328]
masthead-title: THE FARMINGTON (Mich.) ENTERPRISE, THURSDAY, SEPTEMBER 14, 1939 [381, 40, 831, 52]
defendants-label: Defendants [251, 447, 279, 454]
mortgage-body: Default having been made in the terms and conditions of a certain mortgage made by the mortgagors to HOME OWNERS' LOAN CORPORATION, a Corporation organized under the laws of the United States of America, dated and recorded in the office of the Register of Deeds for the County of Oakland and State of Michigan, in Liber of Mortgages, on which mortgage there is claimed to be due at the date of this notice, for principal and interest, the sum stated, and an attorney's fee as provided for in said mortgage, and no suit or proceedings at law or in equity having been instituted to recover the debt secured by said mortgage or any part thereof; NOW, THEREFORE, by virtue of the power of sale contained in said mortgage and pursuant to the Statutes of the State of Michigan in such case made and provided, NOTICE IS HEREBY GIVEN that the said mortgage will be foreclosed by a sale of the mortgaged premises at public vendue to the highest bidder at the Southerly or Congress Street entrance to the Court House in the City of Pontiac, County of Oakland, Michigan, that being the place of holding Circuit Court in said County, of the premises described in said mortgage, or so much thereof as may be necessary to pay the amount due as aforesaid, and any sum or sums which may be paid by the undersigned at or before said sale for taxes and/or insurance on said premises, and all other sums paid by the undersigned, with interest thereon, pursuant to law and to the terms of said mortgage, and all legal costs, charges and expenses, including an attorney's fee, which premises are described as follows: [1032, 555, 1182, 759]
mortgage-body: Default having been made in the terms and conditions of a certain mortgage made by the mortgagors to HOME OWNERS' LOAN CORPORATION, a Corporation organized under the laws of the United States of America, dated and recorded in the office of the Register of Deeds for the County of Oakland and State of Michigan, in Liber of Mortgages, on which mortgage there is claimed to be due at the date of this notice, for principal and interest, the sum stated, and an attorney's fee as provided for in said mortgage, and no suit or proceedings at law or in equity having been instituted to recover the debt secured by said mortgage or any part thereof; NOW, THEREFORE, by virtue of the power of sale contained in said mortgage and pursuant to the Statutes of the State of Michigan in such case made and provided, NOTICE IS HEREBY GIVEN that the said mortgage will be foreclosed by a sale of the mortgaged premises at public vendue to the highest bidder at the Southerly or Congress Street entrance to the Court House in the City of Pontiac, County of Oakland, Michigan, that being the place of holding Circuit Court in said County, of the premises described in said mortgage, or so much thereof as may be necessary to pay the amount due as aforesaid, and any sum or sums which may be paid by the undersigned at or before said sale for taxes and/or insurance on said premises, and all other sums paid by the undersigned, with interest thereon, pursuant to law and to the terms of said mortgage, and all legal costs, charges and expenses, including an attorney's fee, which premises are described as follows: [864, 87, 1014, 291]
attest: Attest: A true Copy. Lynn D. Allen, Clerk, By Frances Brown, Deputy Clerk. [22, 984, 172, 998]
plaintiff-label: Plaintiff [255, 406, 276, 413]
plaintiff: ORTEM LAND COMPANY, INC., a New Jersey Corporation [190, 118, 340, 125]
attest: Attest: A true Copy. Lynn D. Allen, Clerk, By Frances Brown, Deputy Clerk. [190, 1123, 340, 1137]
case-number: No. 21479 [249, 1011, 281, 1019]
court-heading: STATE OF MICHIGAN THE CIRCUIT COURT FOR THE COUNTY OF OAKLAND IN CHANCERY [27, 786, 166, 809]
case-number: No. 21482 [418, 175, 449, 183]
notice-number: 2371 [1169, 532, 1182, 540]
defendants-label: Defendants [251, 1002, 279, 1009]
plaintiff-label: Plaintiff [86, 1097, 107, 1104]
mortgage-heading: SAMUEL J. & HARCOURT S. PATTERSON, Attorneys, 916 Peoples State Building, Pontiac, Michigan. NOTICE OF MORTGAGE SALE [368, 1126, 499, 1149]
court-heading: STATE OF MICHIGAN THE CIRCUIT COURT FOR THE COUNTY OF OAKLAND IN CHANCERY [196, 658, 334, 681]
mortgagors: Ora V. Roche, his attorney-in-fact [729, 555, 812, 562]
defendants: FRANK E. WORDEN and METRO-PONTIAC CORPORATION, a Michigan Corporation. [206, 706, 324, 721]
mortgage-heading: PELTON & McGEE, Attorneys, Peoples State Bank Bldg., Pontiac, Michigan. NOTICE OF MORTGAGE SALE [1032, 1009, 1182, 1032]
attest: Attest: A true Copy. Lynn D. Allen, Clerk, By Frances Brown, Deputy Clerk. [190, 849, 340, 863]
mortgage-body-cont: Default having been made in the terms and conditions of a certain mortgage made by the mortgagors to HOME OWNERS' LOAN CORPORATION, a Corporation organized under the laws of the United States of America, dated and recorded in the office of the Register of Deeds for the County of Oakland and State of Michigan, in Liber of Mortgages, on which mortgage there is claimed to be due at the date of this notice, for principal and interest, the sum stated, and an attorney's fee as provided for in said mortgage, and no suit or proceedings at law or in equity having been instituted to recover the debt secured by said mortgage or any part thereof; NOW, THEREFORE, by virtue of the power of sale contained in said mortgage and pursuant to the Statutes of the State of Michigan in such case made and provided, NOTICE IS HEREBY GIVEN that the said mortgage will be foreclosed by a sale of the mortgaged premises at public vendue to the highest bidder at the Southerly or Congress Street entrance to the Court House in the City of Pontiac, County of Oakland, Michigan, that being the place of holding Circuit Court in said County, of the premises described in said mortgage, or so much thereof as may be necessary to pay the amount due as aforesaid, and any sum or sums which may be paid by the undersigned at or before said sale for taxes and/or insurance on said premises, and all other sums paid by the undersigned, with interest thereon, pursuant to law and to the terms of said mortgage, and all legal costs, charges and expenses, including an attorney's fee, which premises are described as follows: [695, 1727, 846, 1931]
publication-dates: July 20-Oct. 12 [638, 514, 677, 521]
court-heading: STATE OF MICHIGAN THE CIRCUIT COURT FOR THE COUNTY OF OAKLAND IN CHANCERY [364, 95, 503, 118]
legal-notice [190, 909, 339, 1162]
order-heading: ORDER FOR APPEARANCE [220, 1021, 310, 1029]
plaintiff-label: Plaintiff [86, 542, 107, 549]
court-heading: STATE OF MICHIGAN THE CIRCUIT COURT FOR THE COUNTY OF OAKLAND IN CHANCERY [27, 512, 166, 535]
notice-body: In this cause it appearing from affidavit on file, that it cannot be ascertained in what state or country the defendants reside. On motion of A. Lee Henson, Attorney for the Plaintiff, it is ordered that the said defendants cause their appearance to be entered in this cause within three months from the date of this order and that in default thereof said Bill of Complaint will be taken as confessed. It is Further Ordered that within forty days, this order shall be published in the Farmington Enterprise, a newspaper published in the County of Oakland and that such publication be continued therein at least once in each week for six weeks in succession. [358, 475, 509, 555]
court-heading: STATE OF MICHIGAN THE CIRCUIT COURT FOR THE COUNTY OF OAKLAND IN CHANCERY [364, 376, 503, 399]
versus: vs. [260, 697, 270, 705]
versus: vs. [92, 1106, 101, 1114]
quote-3: A man that is young in years may be old in hours, if he have lost no time; but that happeneth rarely. [22, 146, 171, 174]
mortgagors: Earl D. McNeil and Anna J. McNeil, his wife [546, 1039, 658, 1046]
mortgagee: HOME OWNERS' LOAN CORPORATION [904, 497, 1014, 504]
publication-dates: July 27-Oct. 19 [1144, 1451, 1182, 1458]
attorney-heading: A. LEE HENSON, Attorney, Fidelity Building, Detroit, Michigan. [368, 80, 499, 95]
mortgage-body-cont: Default having been made in the terms and conditions of a certain mortgage made by the mortgagors to HOME OWNERS' LOAN CORPORATION, a Corporation organized under the laws of the United States of America, dated and recorded in the office of the Register of Deeds for the County of Oakland and State of Michigan, in Liber of Mortgages, on which mortgage there is claimed to be due at the date of this notice, for principal and interest, the sum stated, and an attorney's fee as provided for in said mortgage, and no suit or proceedings at law or in equity having been instituted to recover the debt secured by said mortgage or any part thereof; NOW, THEREFORE, by virtue of the power of sale contained in said mortgage and pursuant to the Statutes of the State of Michigan in such case made and provided, NOTICE IS HEREBY GIVEN that the said mortgage will be foreclosed by a sale of the mortgaged premises at public vendue to the highest bidder at the Southerly or Congress Street entrance to the Court House in the City of Pontiac, County of Oakland, Michigan, that being the place of holding Circuit Court in said County, of the premises described in said mortgage, or so much thereof as may be necessary to pay the amount due as aforesaid, and any sum or sums which may be paid by the undersigned at or before said sale for taxes and/or insurance on said premises, and all other sums paid by the undersigned, with interest thereon, pursuant to law and to the terms of said mortgage, and all legal costs, charges and expenses, including an attorney's fee, which premises are described as follows: [358, 1360, 509, 1564]
mortgage-body-cont: Default having been made in the terms and conditions of a certain mortgage made by the mortgagors to HOME OWNERS' LOAN CORPORATION, a Corporation organized under the laws of the United States of America, dated and recorded in the office of the Register of Deeds for the County of Oakland and State of Michigan, in Liber of Mortgages, on which mortgage there is claimed to be due at the date of this notice, for principal and interest, the sum stated, and an attorney's fee as provided for in said mortgage, and no suit or proceedings at law or in equity having been instituted to recover the debt secured by said mortgage or any part thereof; NOW, THEREFORE, by virtue of the power of sale contained in said mortgage and pursuant to the Statutes of the State of Michigan in such case made and provided, NOTICE IS HEREBY GIVEN that the said mortgage will be foreclosed by a sale of the mortgaged premises at public vendue to the highest bidder at the Southerly or Congress Street entrance to the Court House in the City of Pontiac, County of Oakland, Michigan, that being the place of holding Circuit Court in said County, of the premises described in said mortgage, or so much thereof as may be necessary to pay the amount due as aforesaid, and any sum or sums which may be paid by the undersigned at or before said sale for taxes and/or insurance on said premises, and all other sums paid by the undersigned, with interest thereon, pursuant to law and to the terms of said mortgage, and all legal costs, charges and expenses, including an attorney's fee, which premises are described as follows: [695, 767, 846, 971]
publication-dates: August 17-Sept 28 [125, 737, 172, 744]
notice-number: 2338 [495, 634, 509, 642]
mortgagee: HOME OWNERS' LOAN CORPORATION [1073, 497, 1182, 504]
case-number: No. 21476 [249, 456, 281, 464]
judge-signature: Frank L. Doty, Circuit Judge. [436, 283, 509, 290]
mortgage-heading: SAMUEL J. & HARCOURT S. PATTERSON, Attorneys, 916 Peoples State Building, Pontiac, Michigan. NOTICE OF MORTGAGE SALE [536, 1016, 667, 1039]
legal-notice [1033, 1001, 1182, 1467]
case-number: No. 21469 [418, 456, 449, 464]
notice-number: 2373 [327, 908, 340, 916]
defendants: WARD T. HART, EARL RANDOLPH, PEARL R. RANDOLPH, and METRO-PONTIAC CORPORATION, a Michigan Corporation. [23, 834, 170, 856]
mortgage-heading: MORTGAGE SALE [1078, 540, 1137, 548]
legal-notice [864, 1009, 1013, 1484]
legal-notice [190, 353, 339, 625]
defendants: JOHN JOHNSON, ROSE JOHNSON, CHARLES H. BREWER and DAVID MOORE, and METRO-PONTIAC CORPORATION, a Michigan Corporation. [193, 144, 337, 165]
legal-notice [22, 763, 171, 1035]
plaintiff-label: Plaintiff [255, 962, 276, 969]
notice-number: 2361 [832, 1008, 846, 1016]
mortgage-body-cont: Default having been made in the terms and conditions of a certain mortgage made by the mortgagors to HOME OWNERS' LOAN CORPORATION, a Corporation organized under the laws of the United States of America, dated and recorded in the office of the Register of Deeds for the County of Oakland and State of Michigan, in Liber of Mortgages, on which mortgage there is claimed to be due at the date of this notice, for principal and interest, the sum stated, and an attorney's fee as provided for in said mortgage, and no suit or proceedings at law or in equity having been instituted to recover the debt secured by said mortgage or any part thereof; NOW, THEREFORE, by virtue of the power of sale contained in said mortgage and pursuant to the Statutes of the State of Michigan in such case made and provided, NOTICE IS HEREBY GIVEN that the said mortgage will be foreclosed by a sale of the mortgaged premises at public vendue to the highest bidder at the Southerly or Congress Street entrance to the Court House in the City of Pontiac, County of Oakland, Michigan, that being the place of holding Circuit Court in said County, of the premises described in said mortgage, or so much thereof as may be necessary to pay the amount due as aforesaid, and any sum or sums which may be paid by the undersigned at or before said sale for taxes and/or insurance on said premises, and all other sums paid by the undersigned, with interest thereon, pursuant to law and to the terms of said mortgage, and all legal costs, charges and expenses, including an attorney's fee, which premises are described as follows: [527, 767, 677, 971]
mortgage-body: Default having been made in the terms and conditions of a certain mortgage made by the mortgagors to HOME OWNERS' LOAN CORPORATION, a Corporation organized under the laws of the United States of America, dated and recorded in the office of the Register of Deeds for the County of Oakland and State of Michigan, in Liber of Mortgages, on which mortgage there is claimed to be due at the date of this notice, for principal and interest, the sum stated, and an attorney's fee as provided for in said mortgage, and no suit or proceedings at law or in equity having been instituted to recover the debt secured by said mortgage or any part thereof; NOW, THEREFORE, by virtue of the power of sale contained in said mortgage and pursuant to the Statutes of the State of Michigan in such case made and provided, NOTICE IS HEREBY GIVEN that the said mortgage will be foreclosed by a sale of the mortgaged premises at public vendue to the highest bidder at the Southerly or Congress Street entrance to the Court House in the City of Pontiac, County of Oakland, Michigan, that being the place of holding Circuit Court in said County, of the premises described in said mortgage, or so much thereof as may be necessary to pay the amount due as aforesaid, and any sum or sums which may be paid by the undersigned at or before said sale for taxes and/or insurance on said premises, and all other sums paid by the undersigned, with interest thereon, pursuant to law and to the terms of said mortgage, and all legal costs, charges and expenses, including an attorney's fee, which premises are described as follows: [864, 563, 1014, 767]
plaintiff-label: Plaintiff [86, 816, 107, 823]
plaintiff-label: Plaintiff [423, 406, 444, 413]
mortgage-heading: SAMUEL J. & HARCOURT S. PATTERSON, Attorneys, 916 Peoples State Building, Pontiac, Michigan. NOTICE OF MORTGAGE SALE [368, 642, 499, 666]
publication-dates: July 6-Sept. 28 [808, 507, 846, 514]
legal-notice [359, 353, 508, 625]
versus: vs. [92, 551, 101, 559]
judge-signature: Frank L. Doty, Circuit Judge. [268, 838, 340, 845]
versus: vs. [260, 971, 270, 979]
plaintiff: ORTEM LAND COMPANY, INC., a New Jersey Corporation [190, 680, 340, 687]
judge-signature: Frank L. Doty, Circuit Judge. [268, 564, 340, 571]
legal-notice [1033, 72, 1182, 523]
notice-number: 2333 [495, 1118, 509, 1126]
attorney-heading: A. LEE HENSON, Attorney, Fidelity Building, Detroit, Michigan. [368, 361, 499, 377]
defendants-label: Defendants [82, 856, 111, 863]
attorney-heading: A. LEE HENSON, Attorney, Fidelity Building, Detroit, Michigan. [200, 642, 330, 658]
mortgage-body: Default having been made in the terms and conditions of a certain mortgage made by the mortgagors to HOME OWNERS' LOAN CORPORATION, a Corporation organized under the laws of the United States of America, dated and recorded in the office of the Register of Deeds for the County of Oakland and State of Michigan, in Liber of Mortgages, on which mortgage there is claimed to be due at the date of this notice, for principal and interest, the sum stated, and an attorney's fee as provided for in said mortgage, and no suit or proceedings at law or in equity having been instituted to recover the debt secured by said mortgage or any part thereof; NOW, THEREFORE, by virtue of the power of sale contained in said mortgage and pursuant to the Statutes of the State of Michigan in such case made and provided, NOTICE IS HEREBY GIVEN that the said mortgage will be foreclosed by a sale of the mortgaged premises at public vendue to the highest bidder at the Southerly or Congress Street entrance to the Court House in the City of Pontiac, County of Oakland, Michigan, that being the place of holding Circuit Court in said County, of the premises described in said mortgage, or so much thereof as may be necessary to pay the amount due as aforesaid, and any sum or sums which may be paid by the undersigned at or before said sale for taxes and/or insurance on said premises, and all other sums paid by the undersigned, with interest thereon, pursuant to law and to the terms of said mortgage, and all legal costs, charges and expenses, including an attorney's fee, which premises are described as follows: [1032, 1031, 1182, 1235]
attest: Attest: A true Copy. Lynn D. Allen, Clerk, By Frances Brown, Deputy Clerk. [358, 293, 509, 308]
notice-body: In this cause it appearing from affidavit on file, that it cannot be ascertained in what state or country the defendants reside. On motion of A. Lee Henson, Attorney for the Plaintiff, it is ordered that the said defendants cause their appearance to be entered in this cause within three months from the date of this order and that in default thereof said Bill of Complaint will be taken as confessed. It is Further Ordered that within forty days, this order shall be published in the Farmington Enterprise, a newspaper published in the County of Oakland and that such publication be continued therein at least once in each week for six weeks in succession. [22, 884, 172, 964]
dated: Dated: August 16th, 1939. [22, 964, 87, 971]
notice-number: 2382 [327, 353, 340, 361]
mortgage-body-cont: Default having been made in the terms and conditions of a certain mortgage made by the mortgagors to HOME OWNERS' LOAN CORPORATION, a Corporation organized under the laws of the United States of America, dated and recorded in the office of the Register of Deeds for the County of Oakland and State of Michigan, in Liber of Mortgages, on which mortgage there is claimed to be due at the date of this notice, for principal and interest, the sum stated, and an attorney's fee as provided for in said mortgage, and no suit or proceedings at law or in equity having been instituted to recover the debt secured by said mortgage or any part thereof; NOW, THEREFORE, by virtue of the power of sale contained in said mortgage and pursuant to the Statutes of the State of Michigan in such case made and provided, NOTICE IS HEREBY GIVEN that the said mortgage will be foreclosed by a sale of the mortgaged premises at public vendue to the highest bidder at the Southerly or Congress Street entrance to the Court House in the City of Pontiac, County of Oakland, Michigan, that being the place of holding Circuit Court in said County, of the premises described in said mortgage, or so much thereof as may be necessary to pay the amount due as aforesaid, and any sum or sums which may be paid by the undersigned at or before said sale for taxes and/or insurance on said premises, and all other sums paid by the undersigned, with interest thereon, pursuant to law and to the terms of said mortgage, and all legal costs, charges and expenses, including an attorney's fee, which premises are described as follows: [1032, 759, 1182, 963]
defendants: ESINA BARONIAN and METRO-PONTIAC CORPORATION, a Michigan Corporation. [40, 560, 154, 575]
mortgagors: John Patrick Maher and Frances Maher, his wife [711, 1039, 830, 1046]
column-7 [1033, 72, 1190, 1762]
notice-number: 2362 [1000, 1492, 1014, 1500]
versus: vs. [429, 416, 438, 424]
attorney-address: A. Lee Henson, Attorney for Plaintiff, Business Address 600 Fidelity Building, Detroit, Michigan. [22, 1002, 172, 1016]
attorney-heading: A. LEE HENSON, Attorney, Fidelity Building, Detroit, Michigan. [200, 916, 330, 932]
court-heading: STATE OF MICHIGAN THE CIRCUIT COURT FOR THE COUNTY OF OAKLAND IN CHANCERY [27, 1067, 166, 1090]
divider [22, 202, 171, 203]
notice-number: 2381 [327, 72, 340, 79]
mortgagors: Howard W. Reeves and Ida R. Reeves, his wife [375, 1149, 492, 1156]
page-number: Page Seven [1128, 39, 1186, 53]
mortgage-body: Default having been made in the terms and conditions of a certain mortgage made by the mortgagors to HOME OWNERS' LOAN CORPORATION, a Corporation organized under the laws of the United States of America, dated and recorded in the office of the Register of Deeds for the County of Oakland and State of Michigan, in Liber of Mortgages, on which mortgage there is claimed to be due at the date of this notice, for principal and interest, the sum stated, and an attorney's fee as provided for in said mortgage, and no suit or proceedings at law or in equity having been instituted to recover the debt secured by said mortgage or any part thereof; NOW, THEREFORE, by virtue of the power of sale contained in said mortgage and pursuant to the Statutes of the State of Michigan in such case made and provided, NOTICE IS HEREBY GIVEN that the said mortgage will be foreclosed by a sale of the mortgaged premises at public vendue to the highest bidder at the Southerly or Congress Street entrance to the Court House in the City of Pontiac, County of Oakland, Michigan, that being the place of holding Circuit Court in said County, of the premises described in said mortgage, or so much thereof as may be necessary to pay the amount due as aforesaid, and any sum or sums which may be paid by the undersigned at or before said sale for taxes and/or insurance on said premises, and all other sums paid by the undersigned, with interest thereon, pursuant to law and to the terms of said mortgage, and all legal costs, charges and expenses, including an attorney's fee, which premises are described as follows: [527, 1046, 677, 1250]
mortgage-body: Default having been made in the terms and conditions of a certain mortgage made by the mortgagors to HOME OWNERS' LOAN CORPORATION, a Corporation organized under the laws of the United States of America, dated and recorded in the office of the Register of Deeds for the County of Oakland and State of Michigan, in Liber of Mortgages, on which mortgage there is claimed to be due at the date of this notice, for principal and interest, the sum stated, and an attorney's fee as provided for in said mortgage, and no suit or proceedings at law or in equity having been instituted to recover the debt secured by said mortgage or any part thereof; NOW, THEREFORE, by virtue of the power of sale contained in said mortgage and pursuant to the Statutes of the State of Michigan in such case made and provided, NOTICE IS HEREBY GIVEN that the said mortgage will be foreclosed by a sale of the mortgaged premises at public vendue to the highest bidder at the Southerly or Congress Street entrance to the Court House in the City of Pontiac, County of Oakland, Michigan, that being the place of holding Circuit Court in said County, of the premises described in said mortgage, or so much thereof as may be necessary to pay the amount due as aforesaid, and any sum or sums which may be paid by the undersigned at or before said sale for taxes and/or insurance on said premises, and all other sums paid by the undersigned, with interest thereon, pursuant to law and to the terms of said mortgage, and all legal costs, charges and expenses, including an attorney's fee, which premises are described as follows: [695, 1046, 846, 1250]
order-heading: ORDER FOR APPEARANCE [220, 465, 310, 473]
mortgagee: HOME OWNERS' LOAN CORPORATION [567, 505, 677, 512]
court-heading: STATE OF MICHIGAN THE CIRCUIT COURT FOR THE COUNTY OF OAKLAND IN CHANCERY [196, 376, 334, 399]
dated: Dated: August 16th, 1939. [358, 555, 423, 562]
publication-dates: August 17-Sept 28 [294, 883, 340, 890]
columns [22, 72, 1190, 1948]
attorney-heading: A. LEE HENSON, Attorney, Fidelity Building, Detroit, Michigan. [200, 80, 330, 95]
mortgage-heading: MORTGAGE SALE [573, 548, 631, 556]
plaintiff-label: Plaintiff [423, 125, 444, 132]
judge-signature: Frank L. Doty, Circuit Judge. [99, 974, 172, 981]
order-heading: ORDER FOR APPEARANCE [52, 594, 142, 602]
plaintiff: ORTEM LAND COMPANY, INC., a New Jersey Corporation [190, 399, 340, 406]
attest: Attest: A true Copy. Lynn D. Allen, Clerk, By Frances Brown, Deputy Clerk. [22, 703, 172, 717]
mortgage-heading: PELTON & McGEE, Attorneys, Peoples State Bank Bldg., Pontiac, Michigan. NOTICE OF MORTGAGE SALE [864, 1017, 1014, 1040]
mortgagee: HOME OWNERS' LOAN CORPORATION [1073, 1442, 1182, 1449]
legal-notice [696, 1492, 845, 1949]
attorney-address: A. Lee Henson, Attorney for Plaintiff, Business Address 600 Fidelity Building, Detroit, Michigan. [22, 446, 172, 461]
mortgagee: HOME OWNERS' LOAN CORPORATION [399, 1567, 509, 1574]
publication-dates: Aug. 3-Oct. 26 [808, 1466, 846, 1473]
legal-notice [190, 72, 339, 344]
mortgagors: Norma Mitchell [919, 1039, 959, 1046]
quote-2: In masks outrageous and austere The years go by in single file; But none has merited my fear, And none has quite escaped my smile.—Elinor Wylie. [22, 104, 172, 142]
mortgage-heading: ARLO A. EMERY, Attorney, 1424-38 Ford Bldg., Detroit, Michigan. MORTGAGE SALE [701, 540, 839, 556]
case-number: No. 21475 [81, 866, 112, 874]
attest: Attest: A true Copy. Lynn D. Allen, Clerk, By Frances Brown, Deputy Clerk. [22, 429, 172, 443]
mortgage-heading: (continued) February 15th, 1934, and recorded in the office of the Register of Deeds for Oakland County, Michigan [528, 72, 676, 95]
order-heading: ORDER FOR APPEARANCE [220, 739, 310, 747]
judge-signature: Frank L. Doty, Circuit Judge. [268, 283, 340, 290]
judge-signature: Frank L. Doty, Circuit Judge. [99, 418, 172, 425]
notice-number: 2337 [1169, 1000, 1182, 1008]
attest: Attest: A true Copy. Lynn D. Allen, Clerk, By Frances Brown, Deputy Clerk. [190, 293, 340, 308]
column-4 [527, 72, 685, 1762]
publication-dates: July 27-Oct. 19 [470, 1092, 509, 1099]
mortgagee: HOME OWNERS' LOAN CORPORATION [736, 497, 846, 504]
mortgagee: HOME OWNERS' LOAN CORPORATION [736, 1933, 846, 1940]
mortgagee: HOME OWNERS' LOAN CORPORATION [904, 974, 1014, 981]
notice-number: 2336 [663, 1008, 677, 1016]
mortgage-heading: MILLER, BALDWIN and BOOS, Attorneys, 2156 Penobscot Building, Detroit, Michigan. MORTGAGE SALE [864, 540, 1014, 563]
